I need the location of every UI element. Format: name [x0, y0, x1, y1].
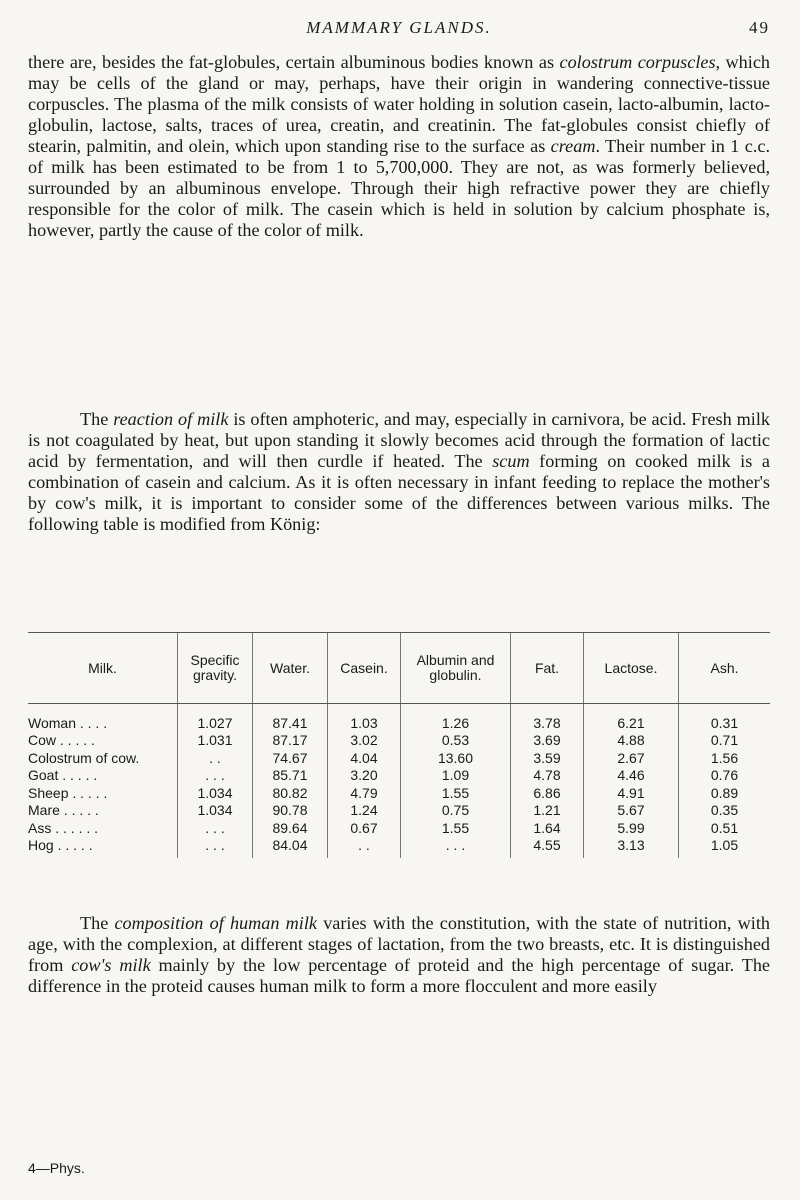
row-label: Sheep . . . . .	[28, 784, 108, 801]
table-body	[28, 704, 770, 859]
table-cell: 1.21	[511, 802, 584, 820]
table-cell: 13.60	[401, 749, 511, 767]
col-lactose: Lactose.	[584, 633, 679, 704]
running-title: MAMMARY GLANDS.	[306, 18, 492, 37]
page-number: 49	[749, 18, 770, 37]
signature-mark: 4—Phys.	[28, 1160, 85, 1176]
col-milk: Milk.	[28, 633, 178, 704]
table-row	[28, 732, 770, 750]
col-ash: Ash.	[679, 633, 771, 704]
table-cell: 4.04	[328, 749, 401, 767]
table-cell: 1.26	[401, 704, 511, 732]
row-label: Colostrum of cow.	[28, 749, 140, 766]
table-cell: 1.64	[511, 819, 584, 837]
table-cell: 1.027	[178, 704, 253, 732]
table-cell: 4.78	[511, 767, 584, 785]
table-cell: 5.67	[584, 802, 679, 820]
table-cell: . . .	[178, 837, 253, 859]
table-cell: 3.20	[328, 767, 401, 785]
row-label: Goat . . . . .	[28, 767, 98, 784]
col-albumin: Albumin and globulin.	[401, 633, 511, 704]
table-cell: 87.17	[253, 732, 328, 750]
table-cell: 1.05	[679, 837, 771, 859]
table-cell: 4.88	[584, 732, 679, 750]
table-cell: 3.59	[511, 749, 584, 767]
table-cell: 3.13	[584, 837, 679, 859]
table-cell: 80.82	[253, 784, 328, 802]
milk-composition-table	[28, 632, 770, 858]
table-row	[28, 784, 770, 802]
table-cell: 4.79	[328, 784, 401, 802]
page-header	[28, 18, 770, 42]
table-cell: 87.41	[253, 704, 328, 732]
col-casein: Casein.	[328, 633, 401, 704]
table-cell: . .	[328, 837, 401, 859]
table-cell: 1.55	[401, 784, 511, 802]
table-header-row	[28, 633, 770, 704]
table-cell: 1.034	[178, 784, 253, 802]
table-cell: 4.55	[511, 837, 584, 859]
table-row	[28, 749, 770, 767]
paragraph-colostrum: there are, besides the fat-globules, certain albuminous bodies known as colostrum corpuscles, which may be cells of the gland or may, perhaps, have their origin in wandering connective-tissue corpuscles. The plasma of the milk consists of water holding in solution casein, lacto-albumin, lacto-globulin, lactose, salts, traces of urea, creatin, and creatinin. The fat-globules consist chiefly of stearin, palmitin, and olein, which upon standing rise to the surface as cream. Their number in 1 c.c. of milk has been estimated to be from 1 to 5,700,000. They are not, as was formerly believed, surrounded by an albuminous envelope. Through their high refractive power they are chiefly responsible for the color of milk. The casein which is held in solution by calcium phosphate is, however, partly the cause of the color of milk.	[28, 52, 770, 240]
col-specific-gravity: Specific gravity.	[178, 633, 253, 704]
table-row	[28, 837, 770, 859]
table-cell: 0.31	[679, 704, 771, 732]
col-water: Water.	[253, 633, 328, 704]
table-cell: . . .	[178, 767, 253, 785]
table-cell: 4.46	[584, 767, 679, 785]
table-cell: 85.71	[253, 767, 328, 785]
table-cell: 84.04	[253, 837, 328, 859]
table-cell: 0.53	[401, 732, 511, 750]
table-cell: 6.21	[584, 704, 679, 732]
col-fat: Fat.	[511, 633, 584, 704]
table-row	[28, 819, 770, 837]
table-cell: 2.67	[584, 749, 679, 767]
table-cell: 3.69	[511, 732, 584, 750]
table-cell: 3.02	[328, 732, 401, 750]
table-cell: 74.67	[253, 749, 328, 767]
table-cell: 1.55	[401, 819, 511, 837]
table-cell: 89.64	[253, 819, 328, 837]
table-cell: 4.91	[584, 784, 679, 802]
table-row	[28, 767, 770, 785]
table-cell: 1.03	[328, 704, 401, 732]
row-label: Mare . . . . .	[28, 802, 99, 819]
row-label: Hog . . . . .	[28, 837, 93, 854]
table-cell: . .	[178, 749, 253, 767]
table-row	[28, 704, 770, 732]
table-cell: 0.51	[679, 819, 771, 837]
paragraph-reaction-of-milk: The reaction of milk is often amphoteric, and may, especially in carnivora, be acid. Fresh milk is not coagulated by heat, but upon standing it slowly becomes acid through the formation of lactic acid by fermentation, and will then curdle if heated. The scum forming on cooked milk is a combination of casein and calcium. As it is often necessary in infant feeding to replace the mother's by cow's milk, it is important to consider some of the differences between various milks. The following table is modified from König:	[28, 409, 770, 534]
row-label: Ass . . . . . .	[28, 819, 99, 836]
table-cell: . . .	[401, 837, 511, 859]
table-row	[28, 802, 770, 820]
table-cell: 5.99	[584, 819, 679, 837]
table-cell: 3.78	[511, 704, 584, 732]
table-cell: 90.78	[253, 802, 328, 820]
table-cell: 6.86	[511, 784, 584, 802]
table-cell: 0.67	[328, 819, 401, 837]
table-cell: 0.75	[401, 802, 511, 820]
table-cell: 1.09	[401, 767, 511, 785]
table-cell: 1.031	[178, 732, 253, 750]
table-cell: 0.35	[679, 802, 771, 820]
row-label: Cow . . . . .	[28, 732, 95, 749]
table-cell: 1.24	[328, 802, 401, 820]
table-cell: 0.89	[679, 784, 771, 802]
paragraph-human-milk: The composition of human milk varies with the constitution, with the state of nutrition, with age, with the complexion, at different stages of lactation, from the two breasts, etc. It is distinguished from cow's milk mainly by the low percentage of proteid and the high percentage of sugar. The difference in the proteid causes human milk to form a more flocculent and more easily	[28, 913, 770, 996]
table-cell: 0.76	[679, 767, 771, 785]
row-label: Woman . . . .	[28, 714, 108, 731]
table-cell: 1.034	[178, 802, 253, 820]
table-cell: . . .	[178, 819, 253, 837]
table-cell: 0.71	[679, 732, 771, 750]
table-cell: 1.56	[679, 749, 771, 767]
